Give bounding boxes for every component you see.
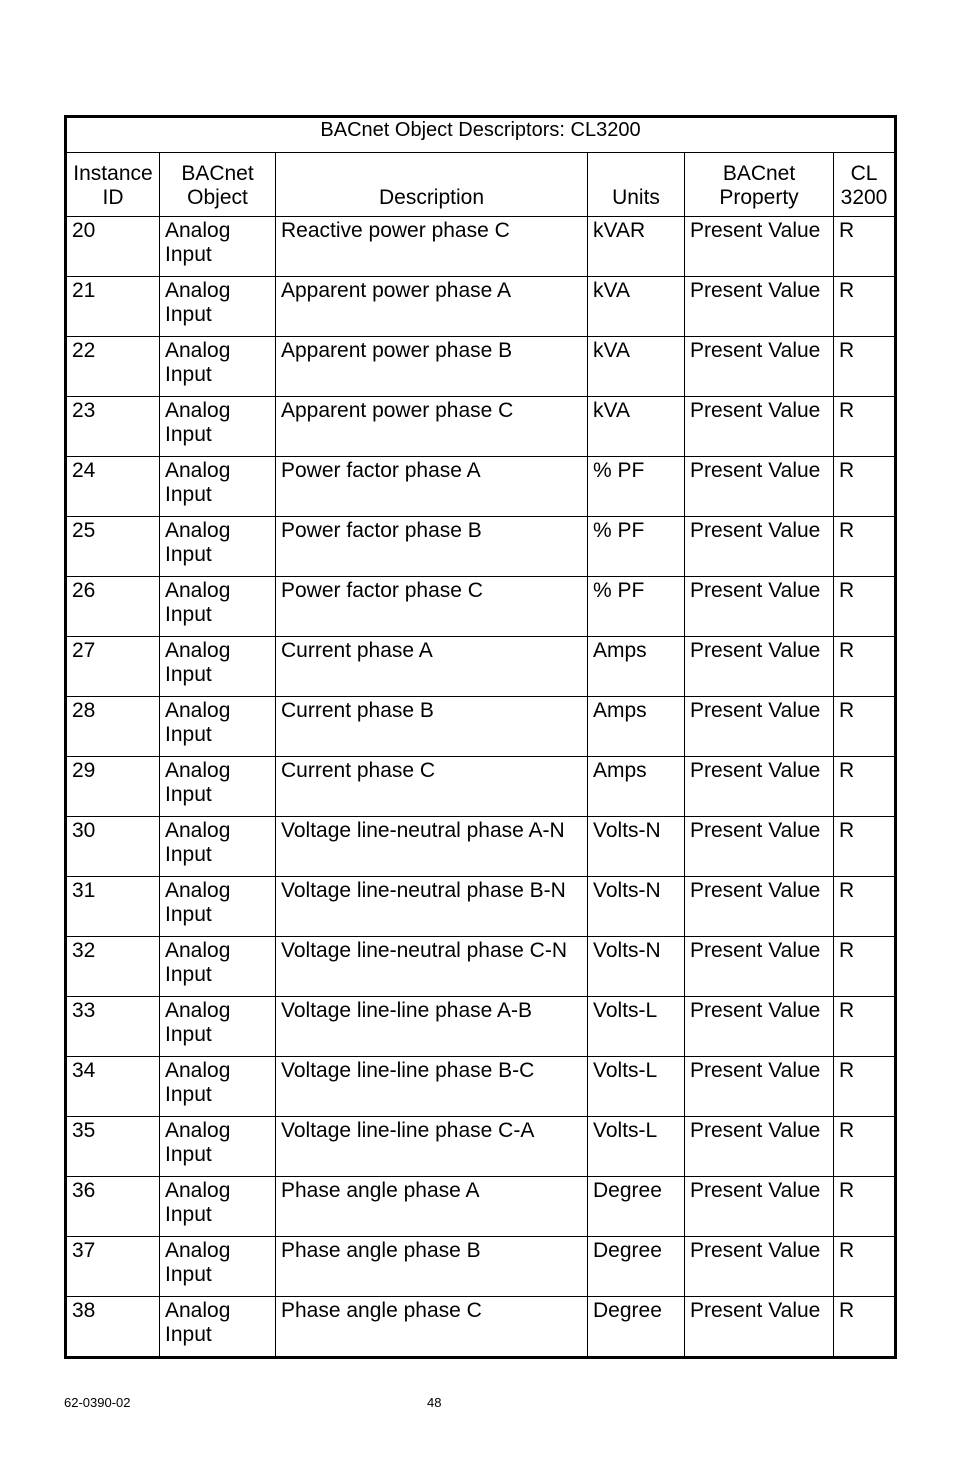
cell-units bbox=[588, 217, 685, 277]
cell-bacnet-property bbox=[685, 757, 834, 817]
cell-cl3200 bbox=[834, 217, 896, 277]
cell-units bbox=[588, 277, 685, 337]
cell-bacnet-property bbox=[685, 1177, 834, 1237]
cell-description-text: Current phase C bbox=[281, 759, 436, 782]
cell-description bbox=[276, 697, 588, 757]
cell-bacnet-property-text: Present Value bbox=[690, 219, 821, 242]
cell-units-text: Degree bbox=[593, 1239, 662, 1262]
cell-description bbox=[276, 1297, 588, 1358]
cell-description bbox=[276, 457, 588, 517]
cell-units bbox=[588, 1117, 685, 1177]
cell-instance-id bbox=[66, 1237, 160, 1297]
bacnet-object-table bbox=[64, 115, 897, 1359]
cell-description bbox=[276, 997, 588, 1057]
header-bacnet-object bbox=[160, 153, 276, 217]
cell-bacnet-property-text: Present Value bbox=[690, 1059, 821, 1082]
cell-description-text: Current phase B bbox=[281, 699, 434, 722]
header-line: BACnet bbox=[722, 162, 796, 185]
cell-bacnet-property bbox=[685, 1237, 834, 1297]
cell-description bbox=[276, 1057, 588, 1117]
cell-cl3200-text: R bbox=[839, 1239, 855, 1262]
cell-bacnet-property-text: Present Value bbox=[690, 1239, 821, 1262]
cell-bacnet-object bbox=[160, 817, 276, 877]
cell-bacnet-object-text: Input bbox=[165, 363, 212, 386]
cell-bacnet-property bbox=[685, 1057, 834, 1117]
cell-instance-id bbox=[66, 877, 160, 937]
cell-cl3200 bbox=[834, 277, 896, 337]
cell-bacnet-object bbox=[160, 517, 276, 577]
cell-units-text: kVA bbox=[593, 399, 630, 422]
cell-bacnet-property bbox=[685, 217, 834, 277]
cell-description bbox=[276, 637, 588, 697]
table-row bbox=[66, 757, 896, 817]
header-instance-id bbox=[66, 153, 160, 217]
table-header-row bbox=[66, 153, 896, 217]
cell-instance-id-text: 29 bbox=[72, 759, 96, 782]
cell-bacnet-object-text: Input bbox=[165, 1203, 212, 1226]
cell-instance-id-text: 23 bbox=[72, 399, 96, 422]
cell-bacnet-object-text: Input bbox=[165, 543, 212, 566]
cell-bacnet-property-text: Present Value bbox=[690, 1119, 821, 1142]
cell-bacnet-property bbox=[685, 397, 834, 457]
cell-cl3200-text: R bbox=[839, 519, 855, 542]
header-line: BACnet bbox=[181, 162, 254, 185]
cell-bacnet-property-text: Present Value bbox=[690, 519, 821, 542]
cell-cl3200 bbox=[834, 877, 896, 937]
cell-bacnet-property bbox=[685, 577, 834, 637]
cell-bacnet-object-text: Analog bbox=[165, 519, 231, 542]
cell-cl3200 bbox=[834, 397, 896, 457]
cell-description-text: Power factor phase C bbox=[281, 579, 483, 602]
cell-bacnet-object-text: Input bbox=[165, 603, 212, 626]
table-row bbox=[66, 577, 896, 637]
table-row bbox=[66, 217, 896, 277]
cell-units bbox=[588, 1177, 685, 1237]
cell-units-text: Volts-N bbox=[593, 819, 661, 842]
header-units bbox=[588, 153, 685, 217]
cell-bacnet-object bbox=[160, 937, 276, 997]
cell-cl3200 bbox=[834, 457, 896, 517]
cell-cl3200-text: R bbox=[839, 639, 855, 662]
cell-description bbox=[276, 517, 588, 577]
cell-cl3200 bbox=[834, 1177, 896, 1237]
cell-bacnet-object-text: Input bbox=[165, 1023, 212, 1046]
cell-instance-id-text: 26 bbox=[72, 579, 96, 602]
header-bacnet-property bbox=[685, 153, 834, 217]
cell-cl3200-text: R bbox=[839, 219, 855, 242]
cell-units bbox=[588, 517, 685, 577]
cell-instance-id bbox=[66, 937, 160, 997]
cell-bacnet-property-text: Present Value bbox=[690, 759, 821, 782]
table-row bbox=[66, 997, 896, 1057]
cell-instance-id bbox=[66, 817, 160, 877]
cell-bacnet-object-text: Analog bbox=[165, 579, 231, 602]
header-line: Description bbox=[378, 186, 485, 209]
cell-units bbox=[588, 577, 685, 637]
cell-description bbox=[276, 577, 588, 637]
cell-instance-id-text: 34 bbox=[72, 1059, 96, 1082]
cell-description bbox=[276, 217, 588, 277]
cell-units bbox=[588, 877, 685, 937]
cell-bacnet-property-text: Present Value bbox=[690, 1299, 821, 1322]
cell-bacnet-object-text: Analog bbox=[165, 1299, 231, 1322]
cell-bacnet-property-text: Present Value bbox=[690, 459, 821, 482]
cell-units-text: Amps bbox=[593, 759, 647, 782]
cell-bacnet-object-text: Input bbox=[165, 783, 212, 806]
cell-units-text: Volts-N bbox=[593, 879, 661, 902]
cell-bacnet-property bbox=[685, 877, 834, 937]
cell-bacnet-object-text: Input bbox=[165, 963, 212, 986]
cell-cl3200 bbox=[834, 577, 896, 637]
cell-bacnet-object bbox=[160, 277, 276, 337]
cell-instance-id-text: 33 bbox=[72, 999, 96, 1022]
cell-bacnet-object-text: Analog bbox=[165, 339, 231, 362]
cell-cl3200 bbox=[834, 997, 896, 1057]
cell-units-text: % PF bbox=[593, 459, 645, 482]
cell-description-text: Voltage line-line phase B-C bbox=[281, 1059, 535, 1082]
cell-units-text: Volts-L bbox=[593, 1059, 658, 1082]
cell-instance-id-text: 38 bbox=[72, 1299, 96, 1322]
cell-cl3200-text: R bbox=[839, 399, 855, 422]
cell-bacnet-property-text: Present Value bbox=[690, 939, 821, 962]
cell-units-text: Amps bbox=[593, 699, 647, 722]
cell-cl3200 bbox=[834, 697, 896, 757]
cell-bacnet-property bbox=[685, 1297, 834, 1358]
cell-bacnet-object bbox=[160, 1117, 276, 1177]
cell-instance-id bbox=[66, 697, 160, 757]
document-number: 62-0390-02 bbox=[64, 1395, 131, 1410]
cell-bacnet-property-text: Present Value bbox=[690, 879, 821, 902]
cell-description bbox=[276, 337, 588, 397]
cell-bacnet-object-text: Input bbox=[165, 723, 212, 746]
cell-instance-id bbox=[66, 1117, 160, 1177]
cell-bacnet-object-text: Analog bbox=[165, 699, 231, 722]
cell-description-text: Phase angle phase C bbox=[281, 1299, 482, 1322]
cell-description-text: Current phase A bbox=[281, 639, 433, 662]
header-line: Object bbox=[187, 186, 248, 209]
cell-instance-id-text: 20 bbox=[72, 219, 96, 242]
table-row bbox=[66, 817, 896, 877]
cell-bacnet-object-text: Input bbox=[165, 303, 212, 326]
cell-units bbox=[588, 457, 685, 517]
cell-cl3200-text: R bbox=[839, 879, 855, 902]
cell-cl3200-text: R bbox=[839, 459, 855, 482]
cell-description bbox=[276, 1117, 588, 1177]
cell-description-text: Voltage line-neutral phase B-N bbox=[281, 879, 566, 902]
cell-bacnet-object-text: Input bbox=[165, 1143, 212, 1166]
cell-cl3200-text: R bbox=[839, 1179, 855, 1202]
cell-bacnet-property bbox=[685, 517, 834, 577]
cell-description bbox=[276, 817, 588, 877]
cell-bacnet-object bbox=[160, 997, 276, 1057]
cell-bacnet-property-text: Present Value bbox=[690, 639, 821, 662]
cell-bacnet-object-text: Input bbox=[165, 1263, 212, 1286]
cell-cl3200-text: R bbox=[839, 759, 855, 782]
cell-instance-id-text: 36 bbox=[72, 1179, 96, 1202]
cell-description-text: Voltage line-line phase C-A bbox=[281, 1119, 535, 1142]
cell-bacnet-object bbox=[160, 1177, 276, 1237]
cell-instance-id bbox=[66, 637, 160, 697]
cell-bacnet-object bbox=[160, 637, 276, 697]
cell-instance-id-text: 37 bbox=[72, 1239, 96, 1262]
cell-cl3200 bbox=[834, 637, 896, 697]
cell-bacnet-object bbox=[160, 1057, 276, 1117]
cell-description-text: Apparent power phase B bbox=[281, 339, 513, 362]
table-body bbox=[66, 217, 896, 1358]
table-row bbox=[66, 697, 896, 757]
header-line: CL bbox=[850, 162, 878, 185]
cell-bacnet-object bbox=[160, 337, 276, 397]
cell-bacnet-property-text: Present Value bbox=[690, 1179, 821, 1202]
cell-description-text: Voltage line-neutral phase C-N bbox=[281, 939, 568, 962]
cell-bacnet-object bbox=[160, 757, 276, 817]
cell-bacnet-object-text: Analog bbox=[165, 1059, 231, 1082]
cell-description bbox=[276, 1237, 588, 1297]
cell-units-text: Amps bbox=[593, 639, 647, 662]
page-number: 48 bbox=[427, 1395, 442, 1410]
cell-instance-id bbox=[66, 517, 160, 577]
cell-bacnet-object-text: Input bbox=[165, 483, 212, 506]
cell-cl3200 bbox=[834, 757, 896, 817]
cell-cl3200-text: R bbox=[839, 1059, 855, 1082]
cell-cl3200 bbox=[834, 337, 896, 397]
cell-bacnet-object-text: Analog bbox=[165, 999, 231, 1022]
cell-bacnet-object-text: Analog bbox=[165, 939, 231, 962]
cell-units bbox=[588, 637, 685, 697]
cell-bacnet-object-text: Input bbox=[165, 1323, 212, 1346]
cell-cl3200 bbox=[834, 1237, 896, 1297]
table-row bbox=[66, 1237, 896, 1297]
cell-description-text: Phase angle phase A bbox=[281, 1179, 480, 1202]
cell-units bbox=[588, 1297, 685, 1358]
cell-units-text: Degree bbox=[593, 1179, 662, 1202]
cell-bacnet-object-text: Analog bbox=[165, 399, 231, 422]
cell-bacnet-object-text: Analog bbox=[165, 1119, 231, 1142]
cell-instance-id bbox=[66, 277, 160, 337]
cell-cl3200-text: R bbox=[839, 819, 855, 842]
cell-description bbox=[276, 277, 588, 337]
cell-units bbox=[588, 397, 685, 457]
table-row bbox=[66, 517, 896, 577]
cell-units bbox=[588, 697, 685, 757]
cell-bacnet-property-text: Present Value bbox=[690, 699, 821, 722]
table-row bbox=[66, 1297, 896, 1358]
cell-description-text: Apparent power phase C bbox=[281, 399, 514, 422]
cell-units bbox=[588, 757, 685, 817]
cell-bacnet-object-text: Input bbox=[165, 1083, 212, 1106]
cell-instance-id-text: 28 bbox=[72, 699, 96, 722]
table-row bbox=[66, 937, 896, 997]
cell-description bbox=[276, 937, 588, 997]
cell-description-text: Reactive power phase C bbox=[281, 219, 510, 242]
cell-instance-id-text: 32 bbox=[72, 939, 96, 962]
cell-cl3200 bbox=[834, 1297, 896, 1358]
cell-bacnet-property bbox=[685, 457, 834, 517]
cell-units bbox=[588, 997, 685, 1057]
cell-bacnet-object bbox=[160, 217, 276, 277]
cell-cl3200-text: R bbox=[839, 579, 855, 602]
cell-units-text: Volts-L bbox=[593, 999, 658, 1022]
header-line: Instance bbox=[73, 162, 153, 185]
cell-cl3200-text: R bbox=[839, 939, 855, 962]
header-line: ID bbox=[102, 186, 124, 209]
cell-bacnet-object-text: Input bbox=[165, 843, 212, 866]
cell-instance-id bbox=[66, 217, 160, 277]
cell-description bbox=[276, 877, 588, 937]
cell-instance-id-text: 35 bbox=[72, 1119, 96, 1142]
cell-instance-id-text: 24 bbox=[72, 459, 96, 482]
cell-units bbox=[588, 1237, 685, 1297]
cell-description bbox=[276, 757, 588, 817]
cell-instance-id bbox=[66, 1177, 160, 1237]
cell-bacnet-object-text: Input bbox=[165, 243, 212, 266]
cell-cl3200-text: R bbox=[839, 279, 855, 302]
table-row bbox=[66, 637, 896, 697]
cell-units bbox=[588, 817, 685, 877]
cell-bacnet-object-text: Input bbox=[165, 663, 212, 686]
cell-units bbox=[588, 937, 685, 997]
cell-description-text: Power factor phase B bbox=[281, 519, 482, 542]
cell-units-text: % PF bbox=[593, 579, 645, 602]
header-line: Units bbox=[612, 186, 660, 209]
cell-units-text: kVAR bbox=[593, 219, 646, 242]
table-row bbox=[66, 337, 896, 397]
cell-instance-id bbox=[66, 397, 160, 457]
header-cl3200 bbox=[834, 153, 896, 217]
cell-bacnet-object bbox=[160, 577, 276, 637]
table-row bbox=[66, 1117, 896, 1177]
table-row bbox=[66, 877, 896, 937]
cell-description-text: Phase angle phase B bbox=[281, 1239, 481, 1262]
cell-instance-id bbox=[66, 457, 160, 517]
cell-bacnet-property bbox=[685, 817, 834, 877]
cell-bacnet-property-text: Present Value bbox=[690, 339, 821, 362]
cell-bacnet-object-text: Analog bbox=[165, 1239, 231, 1262]
cell-cl3200-text: R bbox=[839, 339, 855, 362]
cell-units bbox=[588, 337, 685, 397]
table-row bbox=[66, 277, 896, 337]
cell-units-text: kVA bbox=[593, 339, 630, 362]
cell-bacnet-object bbox=[160, 697, 276, 757]
cell-cl3200 bbox=[834, 1117, 896, 1177]
cell-instance-id-text: 30 bbox=[72, 819, 96, 842]
cell-instance-id-text: 27 bbox=[72, 639, 96, 662]
table-row bbox=[66, 1057, 896, 1117]
cell-bacnet-object bbox=[160, 877, 276, 937]
cell-description bbox=[276, 1177, 588, 1237]
cell-instance-id bbox=[66, 1057, 160, 1117]
cell-description-text: Power factor phase A bbox=[281, 459, 481, 482]
cell-instance-id bbox=[66, 1297, 160, 1358]
table-row bbox=[66, 1177, 896, 1237]
cell-bacnet-property-text: Present Value bbox=[690, 819, 821, 842]
cell-bacnet-object-text: Input bbox=[165, 903, 212, 926]
cell-description-text: Voltage line-neutral phase A-N bbox=[281, 819, 565, 842]
cell-cl3200-text: R bbox=[839, 1299, 855, 1322]
cell-bacnet-object bbox=[160, 457, 276, 517]
cell-bacnet-property-text: Present Value bbox=[690, 999, 821, 1022]
cell-cl3200 bbox=[834, 1057, 896, 1117]
cell-units-text: Volts-N bbox=[593, 939, 661, 962]
cell-bacnet-object bbox=[160, 1237, 276, 1297]
table-title: BACnet Object Descriptors: CL3200 bbox=[66, 117, 896, 153]
cell-bacnet-property bbox=[685, 697, 834, 757]
cell-bacnet-object-text: Input bbox=[165, 423, 212, 446]
cell-bacnet-property bbox=[685, 277, 834, 337]
cell-instance-id bbox=[66, 577, 160, 637]
cell-bacnet-object-text: Analog bbox=[165, 639, 231, 662]
cell-bacnet-object-text: Analog bbox=[165, 819, 231, 842]
cell-instance-id bbox=[66, 997, 160, 1057]
cell-units-text: Degree bbox=[593, 1299, 662, 1322]
cell-instance-id bbox=[66, 757, 160, 817]
cell-instance-id bbox=[66, 337, 160, 397]
cell-bacnet-object-text: Analog bbox=[165, 759, 231, 782]
cell-bacnet-property bbox=[685, 637, 834, 697]
cell-units-text: % PF bbox=[593, 519, 645, 542]
header-description bbox=[276, 153, 588, 217]
cell-instance-id-text: 25 bbox=[72, 519, 96, 542]
cell-bacnet-object bbox=[160, 1297, 276, 1358]
cell-cl3200-text: R bbox=[839, 699, 855, 722]
cell-bacnet-object-text: Analog bbox=[165, 459, 231, 482]
cell-bacnet-object-text: Analog bbox=[165, 279, 231, 302]
cell-cl3200-text: R bbox=[839, 1119, 855, 1142]
cell-description bbox=[276, 397, 588, 457]
header-line: Property bbox=[719, 186, 799, 209]
cell-bacnet-object-text: Analog bbox=[165, 1179, 231, 1202]
cell-bacnet-property-text: Present Value bbox=[690, 279, 821, 302]
cell-bacnet-property-text: Present Value bbox=[690, 399, 821, 422]
cell-bacnet-property-text: Present Value bbox=[690, 579, 821, 602]
cell-units-text: Volts-L bbox=[593, 1119, 658, 1142]
cell-bacnet-property bbox=[685, 997, 834, 1057]
cell-bacnet-property bbox=[685, 337, 834, 397]
header-line: 3200 bbox=[840, 186, 888, 209]
cell-cl3200 bbox=[834, 517, 896, 577]
table-row bbox=[66, 457, 896, 517]
table-row bbox=[66, 397, 896, 457]
cell-cl3200 bbox=[834, 937, 896, 997]
cell-bacnet-object bbox=[160, 397, 276, 457]
cell-cl3200-text: R bbox=[839, 999, 855, 1022]
cell-units-text: kVA bbox=[593, 279, 630, 302]
cell-bacnet-property bbox=[685, 937, 834, 997]
cell-instance-id-text: 31 bbox=[72, 879, 96, 902]
cell-bacnet-object-text: Analog bbox=[165, 219, 231, 242]
cell-description-text: Voltage line-line phase A-B bbox=[281, 999, 533, 1022]
cell-bacnet-property bbox=[685, 1117, 834, 1177]
cell-cl3200 bbox=[834, 817, 896, 877]
cell-description-text: Apparent power phase A bbox=[281, 279, 511, 302]
cell-units bbox=[588, 1057, 685, 1117]
cell-instance-id-text: 22 bbox=[72, 339, 96, 362]
cell-instance-id-text: 21 bbox=[72, 279, 96, 302]
cell-bacnet-object-text: Analog bbox=[165, 879, 231, 902]
